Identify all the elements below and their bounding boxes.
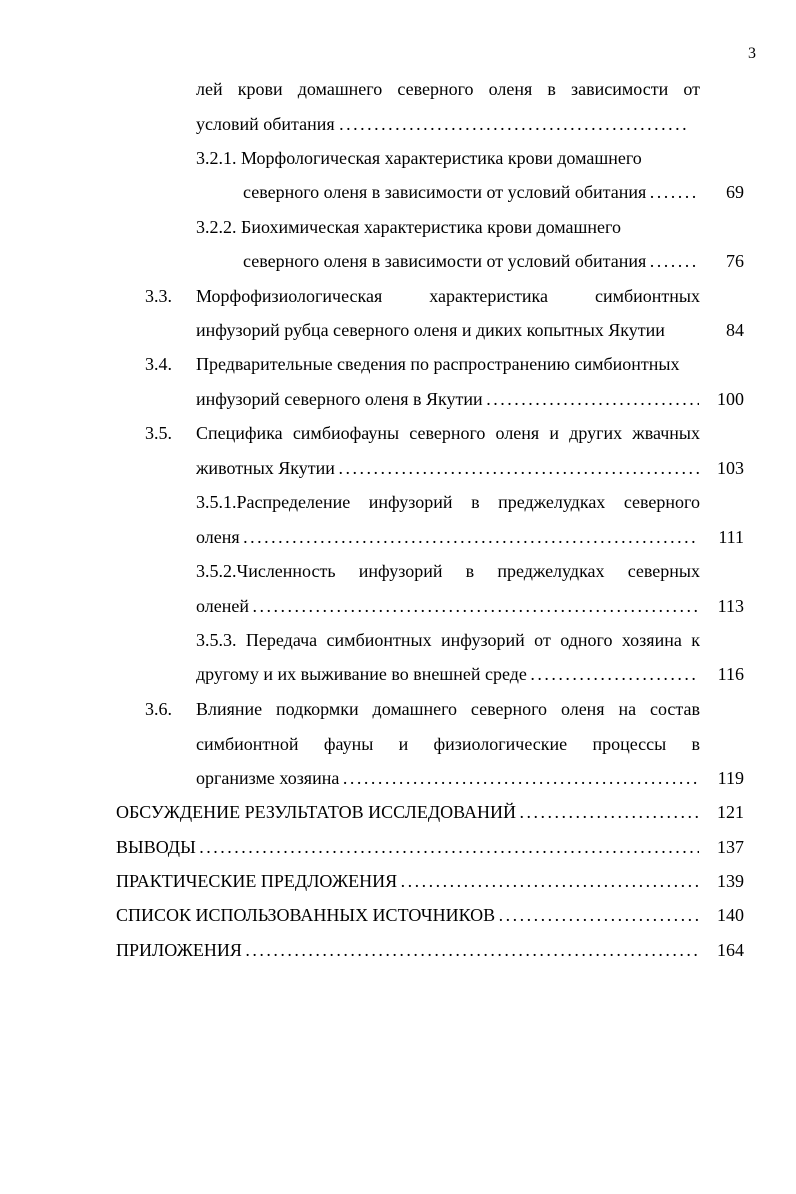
toc-line-leader: оленя . . . [196, 526, 699, 548]
toc-line-leader: другому и их выживание во внешней среде . . . [196, 663, 699, 685]
toc-line-leader: организме хозяина . . . [196, 767, 699, 789]
toc-page-number: 164 [717, 940, 744, 960]
toc-line: 3.2.1. Морфологическая характеристика крови домашнего [196, 148, 642, 168]
toc-line-leader: северного оленя в зависимости от условий обитания . . . [243, 181, 699, 203]
toc-line: 3.5.2.Численность инфузорий в преджелудках северных [196, 561, 700, 581]
toc-line: Морфофизиологическая характеристика симбионтных [196, 286, 700, 306]
toc-page-number: 103 [717, 458, 744, 478]
toc-line-leader: оленей . . . [196, 595, 699, 617]
toc-line: Предварительные сведения по распространению симбионтных [196, 354, 680, 374]
toc-line: 3.5.3. Передача симбионтных инфузорий от одного хозяина к [196, 630, 700, 650]
toc-line-leader: ПРИЛОЖЕНИЯ . . . [116, 939, 699, 961]
section-number: 3.4. [145, 354, 172, 374]
toc-page-number: 116 [717, 664, 744, 684]
section-number: 3.3. [145, 286, 172, 306]
toc-line: Влияние подкормки домашнего северного оленя на состав [196, 699, 700, 719]
page-number: 3 [748, 45, 756, 62]
toc-line-leader: ПРАКТИЧЕСКИЕ ПРЕДЛОЖЕНИЯ . . . [116, 870, 699, 892]
toc-line-leader: северного оленя в зависимости от условий обитания . . . [243, 250, 699, 272]
toc-line-leader: условий обитания . . . [196, 113, 686, 135]
toc-page-number: 137 [717, 837, 744, 857]
toc-page-number: 121 [717, 802, 744, 822]
toc-line-leader: ОБСУЖДЕНИЕ РЕЗУЛЬТАТОВ ИССЛЕДОВАНИЙ . . . [116, 801, 699, 823]
toc-page-number: 119 [717, 768, 744, 788]
toc-line-leader: СПИСОК ИСПОЛЬЗОВАННЫХ ИСТОЧНИКОВ . . . [116, 904, 699, 926]
section-number: 3.6. [145, 699, 172, 719]
toc-line: лей крови домашнего северного оленя в зависимости от [196, 79, 700, 99]
toc-page-number: 84 [726, 320, 744, 340]
section-number: 3.5. [145, 423, 172, 443]
toc-page-number: 69 [726, 182, 744, 202]
toc-line: 3.2.2. Биохимическая характеристика крови домашнего [196, 217, 621, 237]
toc-page-number: 139 [717, 871, 744, 891]
toc-page-number: 100 [717, 389, 744, 409]
toc-line: Специфика симбиофауны северного оленя и других жвачных [196, 423, 700, 443]
toc-page-number: 140 [717, 905, 744, 925]
toc-line: 3.5.1.Распределение инфузорий в преджелудках северного [196, 492, 700, 512]
toc-page-number: 113 [717, 596, 744, 616]
toc-line: инфузорий рубца северного оленя и диких копытных Якутии [196, 320, 665, 340]
toc-line-leader: животных Якутии . . . [196, 457, 699, 479]
toc-line: симбионтной фауны и физиологические процессы в [196, 734, 700, 754]
toc-line-leader: инфузорий северного оленя в Якутии . . . [196, 388, 699, 410]
toc-line-leader: ВЫВОДЫ . . . [116, 836, 699, 858]
toc-page-number: 76 [726, 251, 744, 271]
toc-page-number: 111 [718, 527, 744, 547]
